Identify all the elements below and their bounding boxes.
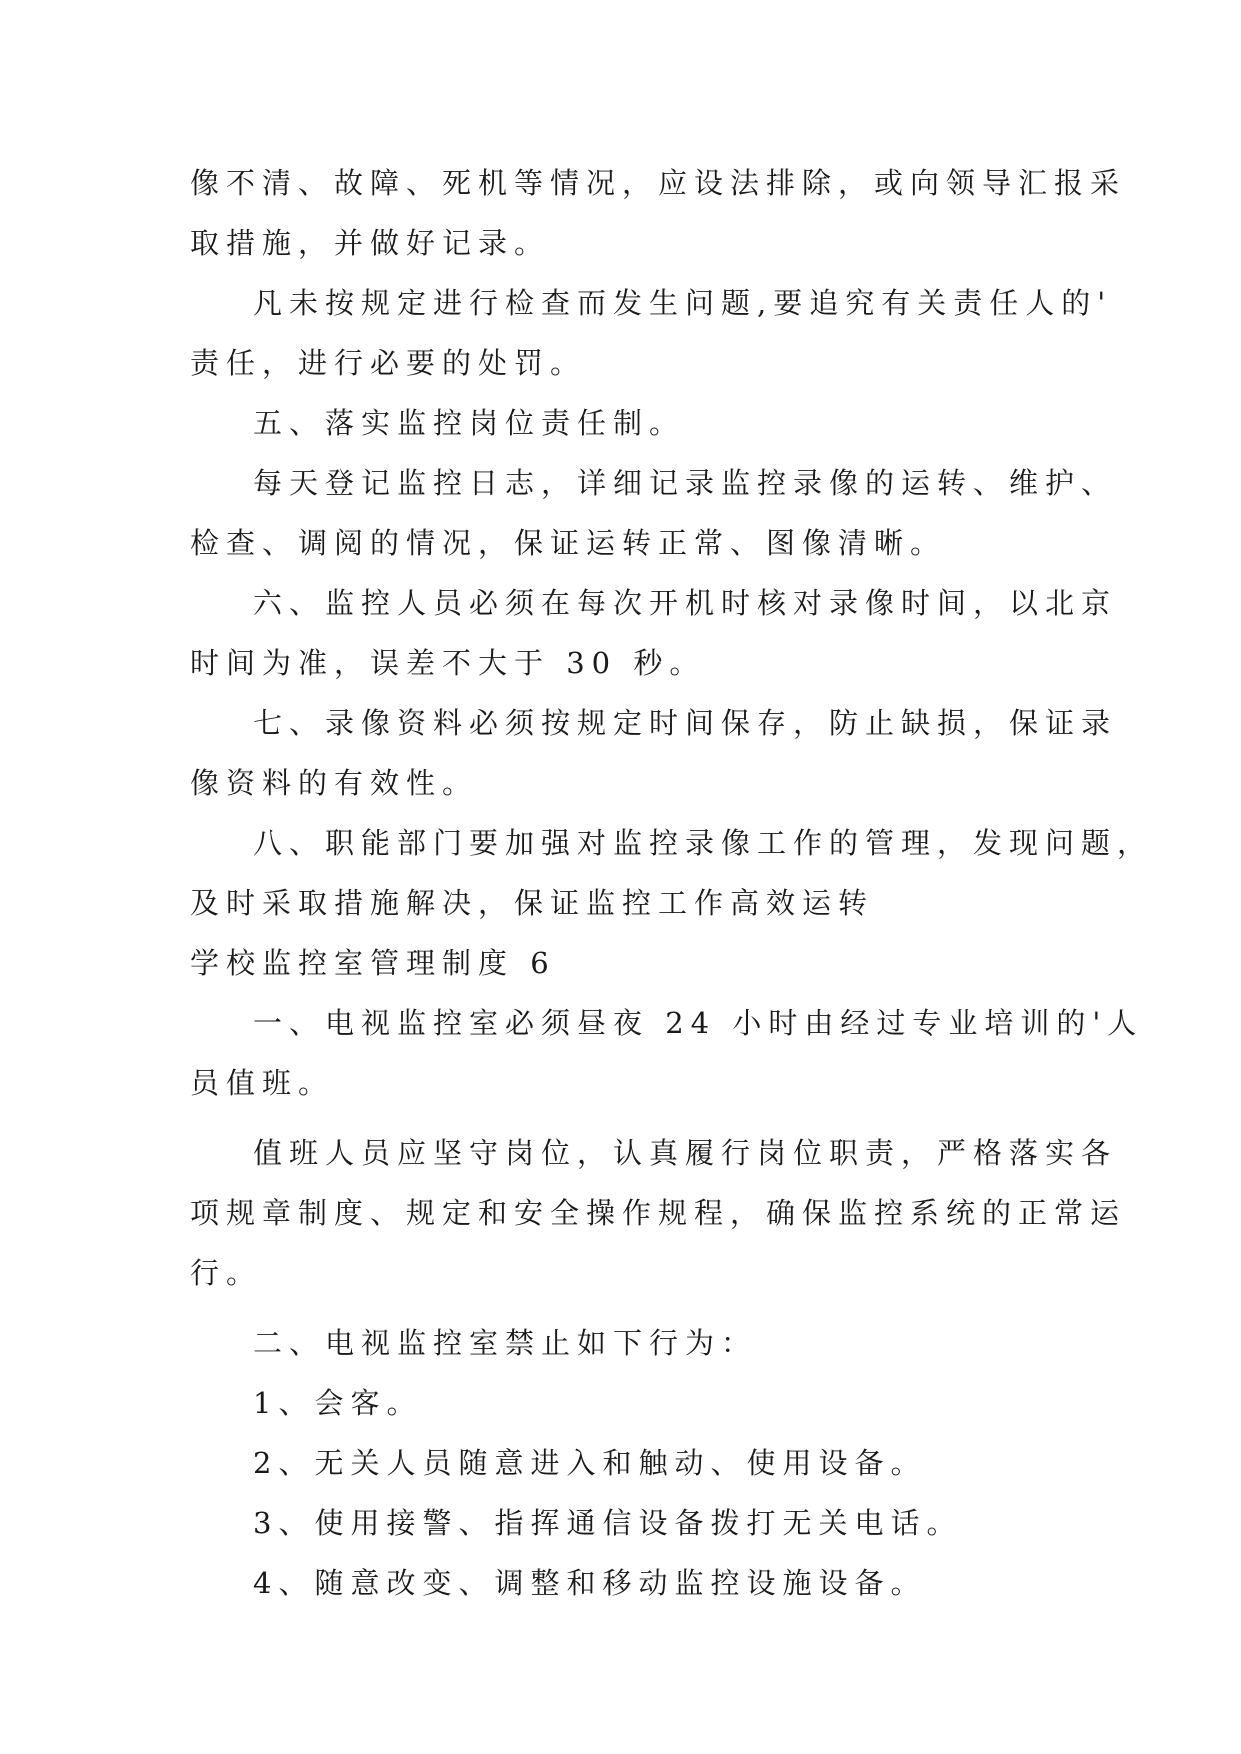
text-line: 责任，进行必要的处罚。 [190, 346, 587, 380]
list-item: 1、会客。 [253, 1386, 423, 1420]
text-line: 值班人员应坚守岗位，认真履行岗位职责，严格落实各 [253, 1136, 1118, 1170]
text-line: 像资料的有效性。 [190, 766, 479, 800]
text-line: 检查、调阅的情况，保证运转正常、图像清晰。 [190, 526, 947, 560]
section-heading: 七、录像资料必须按规定时间保存，防止缺损，保证录 [253, 706, 1118, 740]
text-line: 时间为准，误差不大于 30 秒。 [190, 646, 706, 680]
section-heading: 二、电视监控室禁止如下行为： [253, 1326, 758, 1360]
text-line: 每天登记监控日志，详细记录监控录像的运转、维护、 [253, 466, 1118, 500]
section-heading: 六、监控人员必须在每次开机时核对录像时间，以北京 [253, 586, 1118, 620]
text-line: 凡未按规定进行检查而发生问题,要追究有关责任人的' [253, 286, 1113, 320]
section-heading: 八、职能部门要加强对监控录像工作的管理，发现问题， [253, 826, 1154, 860]
list-item: 2、无关人员随意进入和触动、使用设备。 [253, 1446, 927, 1480]
list-item: 4、随意改变、调整和移动监控设施设备。 [253, 1566, 927, 1600]
text-line: 像不清、故障、死机等情况，应设法排除，或向领导汇报采 [190, 166, 1127, 200]
document-title: 学校监控室管理制度 6 [190, 946, 556, 980]
text-line: 及时采取措施解决，保证监控工作高效运转 [190, 886, 875, 920]
text-line: 员值班。 [190, 1066, 335, 1100]
text-line: 行。 [190, 1256, 263, 1290]
section-heading: 一、电视监控室必须昼夜 24 小时由经过专业培训的'人 [253, 1006, 1144, 1040]
section-heading: 五、落实监控岗位责任制。 [253, 406, 686, 440]
text-line: 项规章制度、规定和安全操作规程，确保监控系统的正常运 [190, 1196, 1127, 1230]
text-line: 取措施，并做好记录。 [190, 226, 551, 260]
list-item: 3、使用接警、指挥通信设备拨打无关电话。 [253, 1506, 963, 1540]
